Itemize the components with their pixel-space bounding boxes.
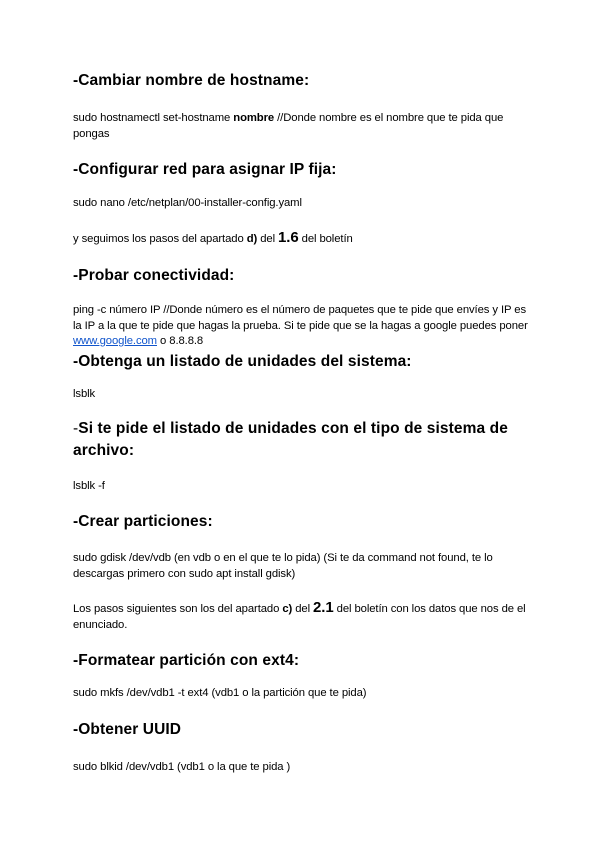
particiones-steps-number: 2.1 — [313, 599, 334, 616]
red-steps — [73, 230, 533, 248]
section-hostname — [73, 70, 533, 92]
section-tipo — [73, 418, 523, 462]
section-particiones — [73, 511, 533, 533]
heading-tipo: Si te pide el listado de unidades con el tipo de sistema de archivo: — [73, 420, 508, 459]
red-steps-number: 1.6 — [278, 229, 299, 246]
heading-particiones: -Crear particiones: — [73, 513, 213, 530]
section-formatear — [73, 650, 533, 672]
ping-text — [73, 303, 533, 350]
particiones-steps-suffix: del boletín con los datos que nos de el enunciado. — [73, 603, 526, 631]
unidades-cmd-text: lsblk — [73, 388, 96, 400]
tipo-command — [73, 479, 533, 495]
section-red — [73, 159, 533, 181]
heading-ping: -Probar conectividad: — [73, 267, 235, 284]
hostname-cmd-bold: nombre — [233, 112, 275, 124]
tipo-dash: - — [73, 420, 79, 437]
particiones-cmd-text: sudo gdisk /dev/vdb (en vdb o en el que te lo pida) (Si te da command not found, te lo descargas primero con sudo apt install gdisk) — [73, 552, 493, 580]
particiones-steps-bold: c) — [282, 603, 293, 615]
hostname-command — [73, 111, 533, 142]
hostname-cmd-suffix: //Donde nombre es el nombre que te pida que pongas — [73, 112, 504, 140]
heading-unidades: -Obtenga un listado de unidades del sistema: — [73, 353, 412, 370]
uuid-cmd-text: sudo blkid /dev/vdb1 (vdb1 o la que te pida ) — [73, 761, 291, 773]
uuid-command — [73, 760, 533, 776]
hostname-cmd-prefix: sudo hostnamectl set-hostname — [73, 112, 234, 124]
section-ping — [73, 265, 533, 287]
particiones-steps-mid: del — [292, 603, 314, 615]
red-steps-prefix: y seguimos los pasos del apartado — [73, 233, 247, 245]
formatear-cmd-text: sudo mkfs /dev/vdb1 -t ext4 (vdb1 o la partición que te pida) — [73, 687, 367, 699]
formatear-command — [73, 686, 533, 702]
particiones-steps — [73, 600, 533, 633]
ping-text-prefix: ping -c número IP //Donde número es el número de paquetes que te pide que envíes y IP es la IP a la que te pide que hagas la prueba. Si te pide que se la hagas a google puedes poner — [73, 304, 528, 332]
tipo-cmd-text: lsblk -f — [73, 480, 105, 492]
red-steps-bold: d) — [246, 233, 258, 245]
heading-red: -Configurar red para asignar IP fija: — [73, 161, 337, 178]
heading-uuid: -Obtener UUID — [73, 721, 182, 738]
red-steps-mid: del — [257, 233, 279, 245]
particiones-command — [73, 551, 533, 582]
red-command — [73, 196, 533, 212]
ping-text-suffix: o 8.8.8.8 — [157, 335, 204, 347]
section-uuid — [73, 719, 533, 741]
google-link[interactable]: www.google.com — [73, 335, 157, 347]
particiones-steps-prefix: Los pasos siguientes son los del apartado — [73, 603, 283, 615]
red-steps-suffix: del boletín — [298, 233, 353, 245]
unidades-command — [73, 387, 533, 403]
red-cmd-text: sudo nano /etc/netplan/00-installer-config.yaml — [73, 197, 302, 209]
heading-formatear: -Formatear partición con ext4: — [73, 652, 300, 669]
heading-hostname: -Cambiar nombre de hostname: — [73, 72, 310, 89]
section-unidades — [73, 351, 533, 373]
